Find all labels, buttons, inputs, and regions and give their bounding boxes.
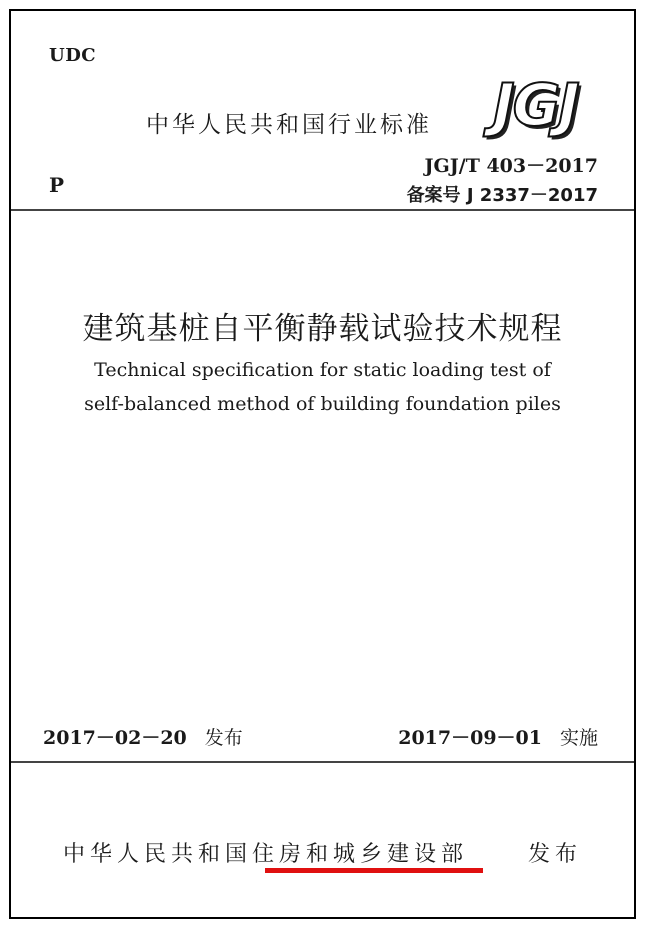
title-english-line1: Technical specification for static loading test of	[94, 359, 551, 381]
top-divider	[11, 209, 634, 211]
jgj-logo: JGJ	[493, 71, 578, 139]
publisher: 中华人民共和国住房和城乡建设部	[63, 842, 469, 867]
bottom-divider	[11, 761, 634, 763]
implementation-label: 实施	[559, 727, 598, 749]
udc-label: UDC	[49, 45, 97, 66]
issue-date-block	[43, 723, 243, 750]
issue-label: 发布	[204, 727, 243, 749]
standard-category: 中华人民共和国行业标准	[146, 112, 432, 138]
implementation-date: 2017－09－01	[398, 727, 542, 749]
title-english-line2: self-balanced method of building foundation piles	[84, 393, 561, 415]
title-chinese: 建筑基桩自平衡静载试验技术规程	[82, 311, 563, 347]
implementation-date-block	[398, 723, 598, 750]
red-underline	[265, 868, 483, 873]
classification-code: P	[49, 173, 65, 197]
publish-label: 发布	[527, 842, 582, 867]
filing-number: 备案号 J 2337－2017	[406, 185, 598, 206]
issue-date: 2017－02－20	[43, 727, 187, 749]
document-cover	[9, 9, 636, 919]
standard-number: JGJ/T 403－2017	[424, 155, 598, 177]
